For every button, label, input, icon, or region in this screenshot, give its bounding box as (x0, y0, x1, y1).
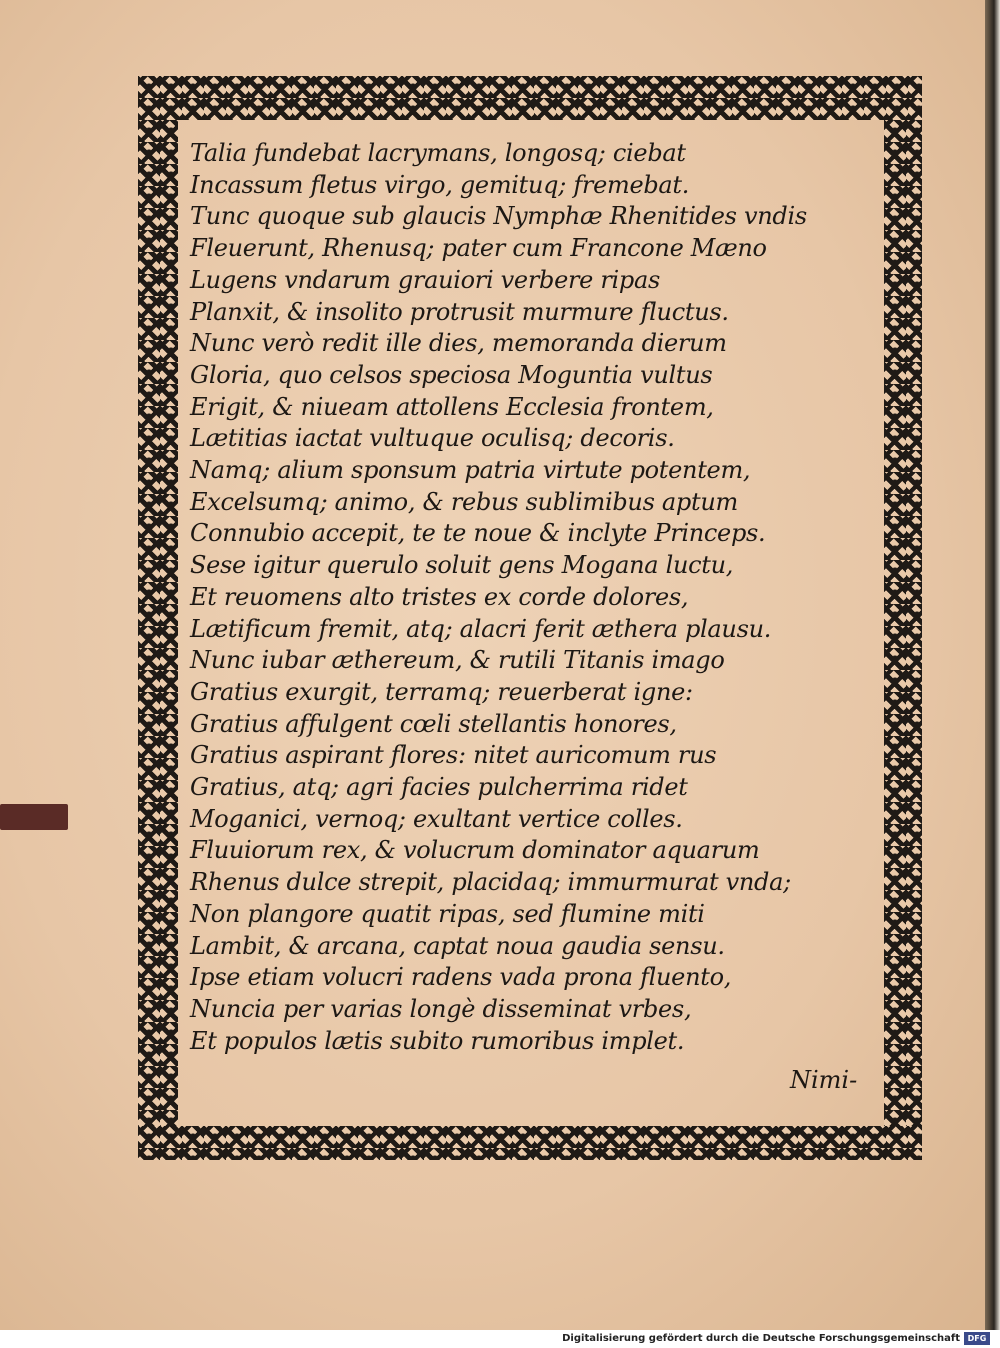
catchword: Nimi- (790, 1066, 858, 1094)
verse-line: Moganici, vernoq; exultant vertice colles. (190, 804, 683, 833)
verse-line: Lugens vndarum grauiori verbere ripas (190, 265, 661, 294)
verse-line: Nuncia per varias longè disseminat vrbes, (190, 994, 692, 1023)
verse-line: Gratius exurgit, terramq; reuerberat igne: (190, 677, 693, 706)
page-edge (985, 0, 1000, 1330)
verse-line: Ipse etiam volucri radens vada prona fluento, (190, 963, 732, 992)
verse-line: Planxit, & insolito protrusit murmure fluctus. (190, 297, 729, 326)
verse-line: Et reuomens alto tristes ex corde dolores, (190, 582, 689, 611)
ornament-border-top (138, 76, 922, 120)
ornament-border-bottom (138, 1126, 922, 1160)
verse-line: Gratius, atq; agri facies pulcherrima ridet (190, 773, 688, 802)
verse-line: Et populos lætis subito rumoribus implet. (190, 1026, 685, 1055)
verse-line: Fleuerunt, Rhenusq; pater cum Francone Mæno (190, 234, 767, 263)
funding-credit: Digitalisierung gefördert durch die Deutsche Forschungsgemeinschaft (562, 1333, 960, 1344)
bookmark-tab (0, 804, 68, 830)
verse-line: Lætitias iactat vultuque oculisq; decoris. (190, 424, 675, 453)
ornament-border-left (138, 120, 178, 1126)
verse-line: Nunc verò redit ille dies, memoranda dierum (190, 329, 727, 358)
ornament-border-right (884, 120, 922, 1126)
verse-line: Tunc quoque sub glaucis Nymphæ Rhenitides vndis (190, 202, 807, 231)
verse-line: Gloria, quo celsos speciosa Moguntia vultus (190, 360, 713, 389)
verse-line: Nunc iubar æthereum, & rutili Titanis imago (190, 646, 725, 675)
verse-line: Talia fundebat lacrymans, longosq; ciebat (190, 139, 686, 167)
verse-line: Lambit, & arcana, captat noua gaudia sensu. (190, 931, 725, 960)
verse-line: Sese igitur querulo soluit gens Mogana luctu, (190, 551, 734, 580)
verse-line: Erigit, & niueam attollens Ecclesia frontem, (190, 392, 714, 421)
verse-line: Gratius aspirant flores: nitet auricomum rus (190, 741, 717, 770)
verse-line: Excelsumq; animo, & rebus sublimibus aptum (190, 487, 738, 516)
dfg-logo: DFG (964, 1332, 990, 1345)
poem-text (190, 138, 830, 1057)
verse-line: Non plangore quatit ripas, sed flumine miti (190, 899, 705, 928)
verse-line: Lætificum fremit, atq; alacri ferit æthera plausu. (190, 614, 772, 643)
verse-line: Namq; alium sponsum patria virtute potentem, (190, 456, 751, 485)
verse-line: Connubio accepit, te te noue & inclyte Princeps. (190, 519, 766, 548)
verse-line: Fluuiorum rex, & volucrum dominator aquarum (190, 836, 760, 865)
verse-line: Incassum fletus virgo, gemituq; fremebat. (190, 170, 690, 199)
verse-line: Rhenus dulce strepit, placidaq; immurmurat vnda; (190, 868, 791, 897)
verse-line: Gratius affulgent cœli stellantis honores, (190, 709, 677, 738)
